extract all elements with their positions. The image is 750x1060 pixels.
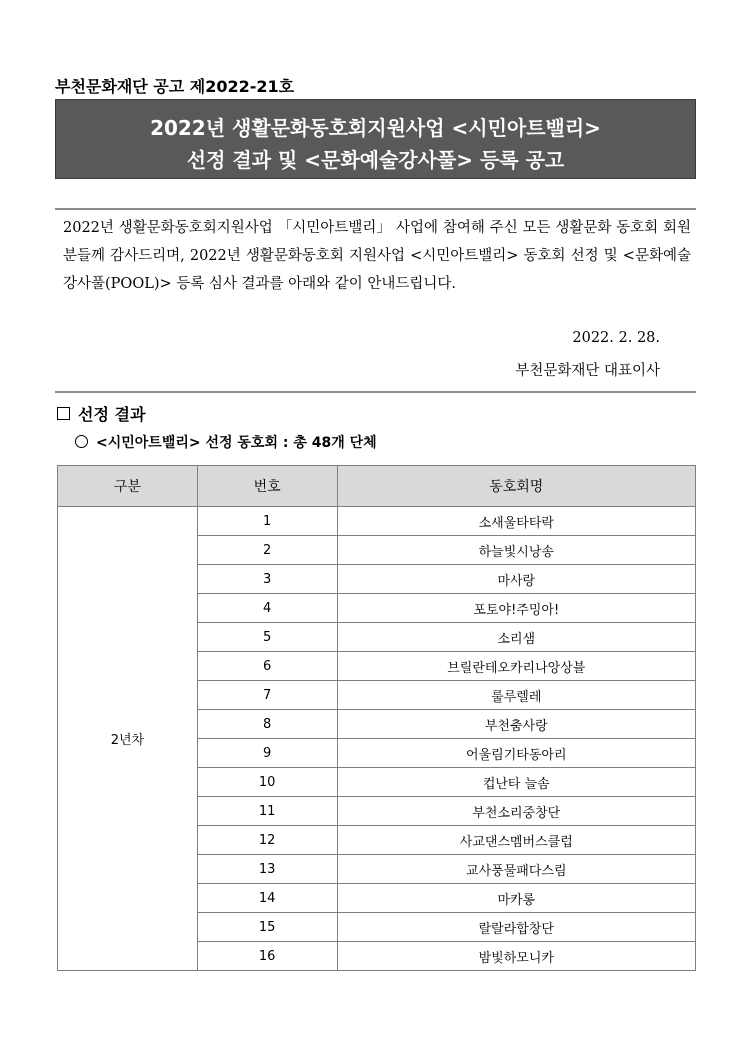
club-name: 하늘빛시낭송 <box>337 536 695 565</box>
club-name: 랄랄라합창단 <box>337 913 695 942</box>
row-number: 5 <box>197 623 337 652</box>
intro-paragraph <box>63 214 691 298</box>
title-line-2: 선정 결과 및 <문화예술강사풀> 등록 공고 <box>186 148 565 172</box>
intro-text: 2022년 생활문화동호회지원사업 「시민아트밸리」 사업에 참여해 주신 모든 생활문화 동호회 회원분들께 감사드리며, 2022년 생활문화동호회 지원사업 <시민아트밸리> 동호회 선정 및 <문화예술강사풀(POOL)> 등록 심사 결과를 아래와 같이 안내드립니다. <box>63 220 691 292</box>
row-number: 6 <box>197 652 337 681</box>
row-number: 2 <box>197 536 337 565</box>
notice-number: 부천문화재단 공고 제2022-21호 <box>55 77 295 96</box>
group-label: 2년차 <box>58 507 198 971</box>
header-club-name: 동호회명 <box>337 466 695 507</box>
row-number: 1 <box>197 507 337 536</box>
row-number: 10 <box>197 768 337 797</box>
title-banner <box>55 99 696 179</box>
club-name: 포토야!주밍아! <box>337 594 695 623</box>
club-name: 룰루렐레 <box>337 681 695 710</box>
row-number: 3 <box>197 565 337 594</box>
club-name: 교사풍물패다스림 <box>337 855 695 884</box>
club-name: 마카롱 <box>337 884 695 913</box>
title-line-1: 2022년 생활문화동호회지원사업 <시민아트밸리> <box>150 116 601 140</box>
row-number: 4 <box>197 594 337 623</box>
header-number: 번호 <box>197 466 337 507</box>
club-name: 브릴란테오카리나앙상블 <box>337 652 695 681</box>
header-category: 구분 <box>58 466 198 507</box>
sub-heading <box>75 432 377 452</box>
sub-heading-text: <시민아트밸리> 선정 동호회 : 총 48개 단체 <box>96 435 377 451</box>
club-name: 어울림기타동아리 <box>337 739 695 768</box>
divider-bottom <box>55 391 696 393</box>
section-heading-text: 선정 결과 <box>78 405 146 424</box>
row-number: 9 <box>197 739 337 768</box>
divider-top <box>55 208 696 210</box>
circle-bullet-icon <box>75 435 88 448</box>
table-row <box>58 507 696 536</box>
club-name: 부천소리중창단 <box>337 797 695 826</box>
selection-table <box>57 465 696 971</box>
row-number: 8 <box>197 710 337 739</box>
row-number: 15 <box>197 913 337 942</box>
club-name: 사교댄스멤버스클럽 <box>337 826 695 855</box>
club-name: 밤빛하모니카 <box>337 942 695 971</box>
club-name: 소새울타타락 <box>337 507 695 536</box>
square-bullet-icon <box>57 407 70 420</box>
club-name: 컵난타 늘솜 <box>337 768 695 797</box>
row-number: 12 <box>197 826 337 855</box>
table-header-row <box>58 466 696 507</box>
notice-date: 2022. 2. 28. <box>572 330 660 346</box>
club-name: 마사랑 <box>337 565 695 594</box>
row-number: 14 <box>197 884 337 913</box>
section-heading <box>57 402 145 425</box>
table-body <box>58 507 696 971</box>
signer: 부천문화재단 대표이사 <box>515 363 660 379</box>
row-number: 16 <box>197 942 337 971</box>
row-number: 7 <box>197 681 337 710</box>
club-name: 소리샘 <box>337 623 695 652</box>
club-name: 부천춤사랑 <box>337 710 695 739</box>
row-number: 13 <box>197 855 337 884</box>
row-number: 11 <box>197 797 337 826</box>
